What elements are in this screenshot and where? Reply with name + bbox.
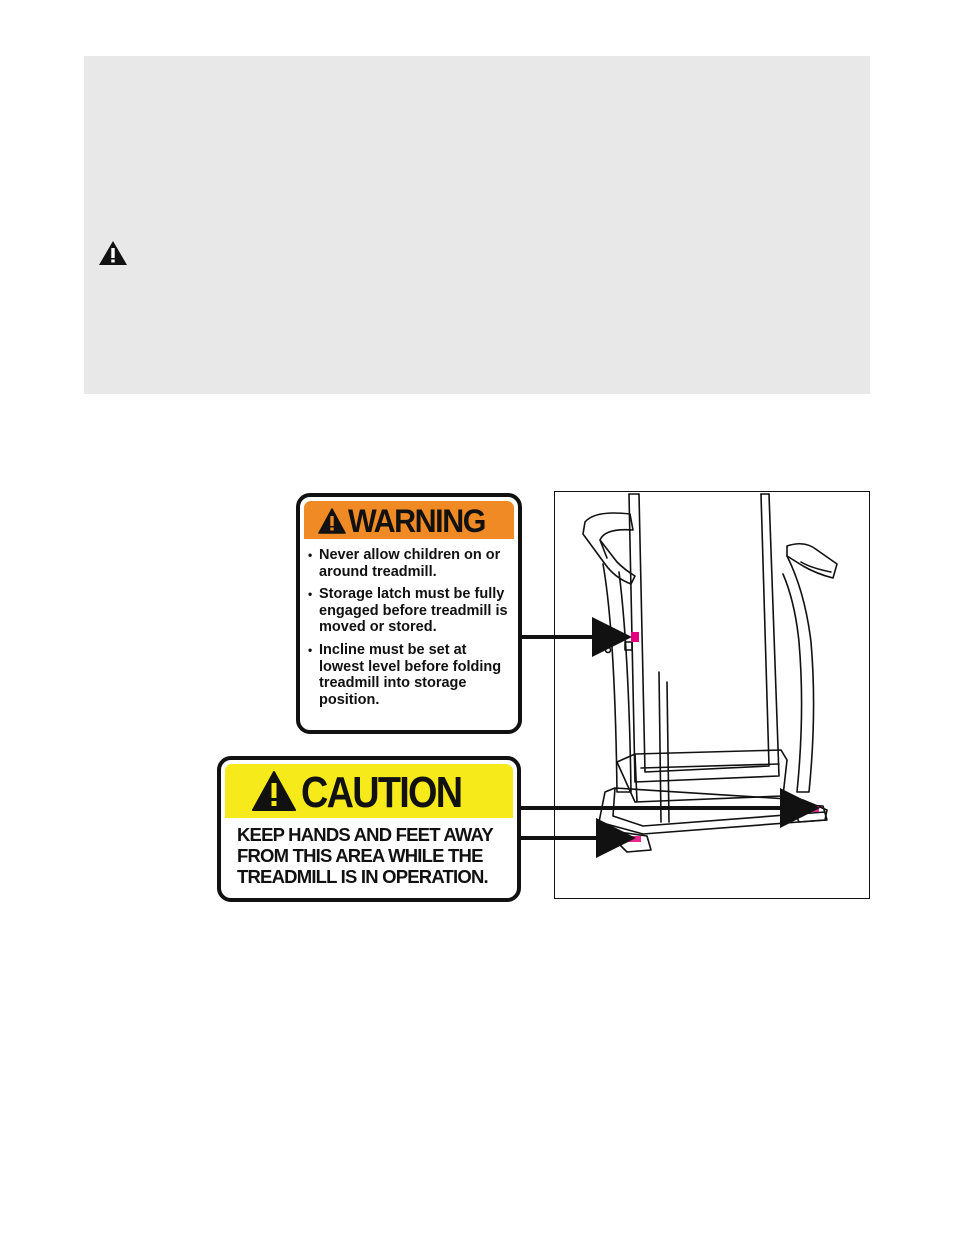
caution-header [225,764,513,818]
warning-item: • Never allow children on or around treadmill. [308,547,501,580]
caution-text: KEEP HANDS AND FEET AWAY FROM THIS AREA WHILE THE TREADMILL IS IN OPERATION. [237,824,493,887]
warning-item: • Incline must be set at lowest level before folding treadmill into storage position. [308,641,502,708]
caution-title: CAUTION [301,768,462,817]
caution-label [217,756,521,902]
caution-triangle-icon [251,770,297,812]
warning-title: WARNING [348,503,485,539]
treadmill-illustration [554,491,870,899]
notice-box [84,56,870,394]
warning-label [296,493,522,734]
treadmill-folded-illustration [555,492,869,898]
warning-list [308,547,514,714]
warning-item: • Storage latch must be fully engaged before treadmill is moved or stored. [308,586,508,636]
warning-triangle-icon [318,508,346,534]
warning-triangle-icon [98,240,128,266]
warning-header [304,501,514,539]
